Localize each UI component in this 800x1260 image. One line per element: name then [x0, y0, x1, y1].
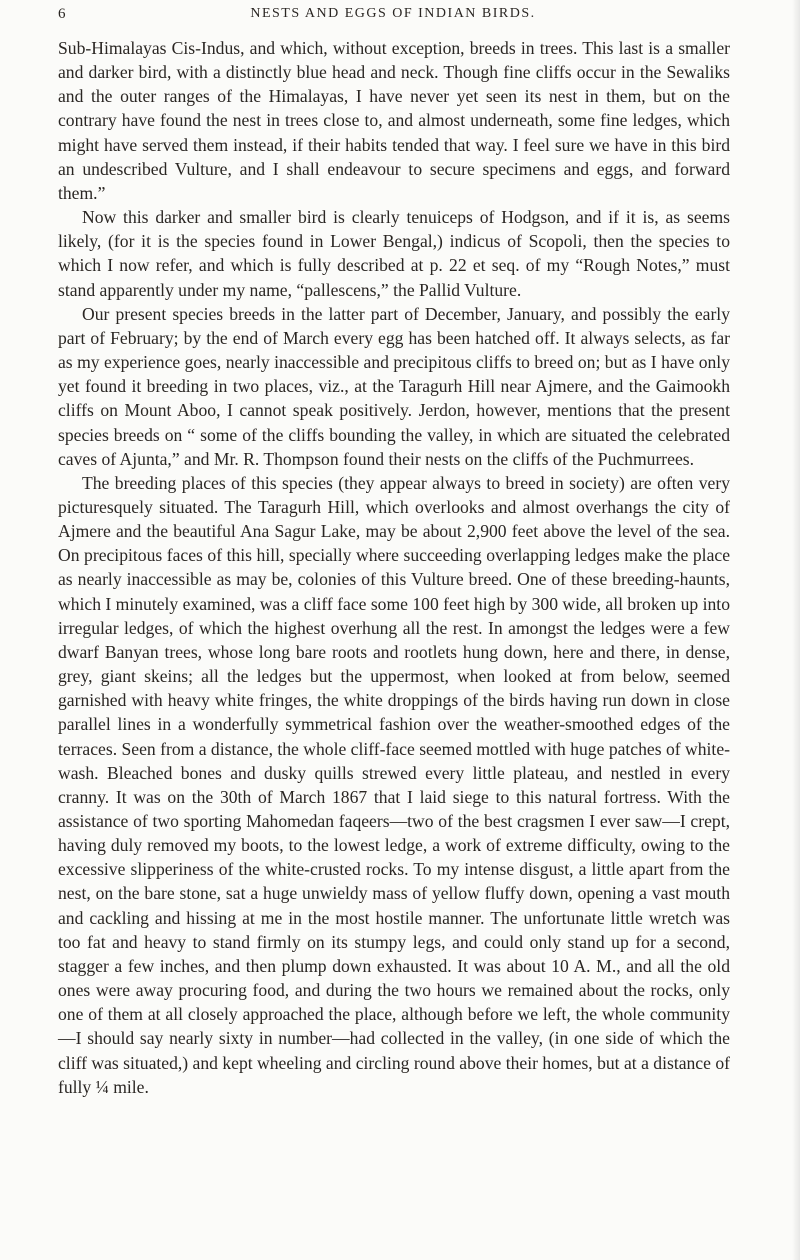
paragraph-4: The breeding places of this species (they appear always to breed in society) are often very picturesquely situated. The Taragurh Hill, which overlooks and almost overhangs the city of Ajmere and the beautiful Ana Sagur Lake, may be about 2,900 feet above the level of the sea. On precipitous faces of this hill, specially where succeeding overlapping ledges make the place as nearly inaccessible as may be, colonies of this Vulture breed. One of these breeding-haunts, which I minutely examined, was a cliff face some 100 feet high by 300 wide, all broken up into irregular ledges, of which the highest overhung all the rest. In amongst the ledges were a few dwarf Banyan trees, whose long bare roots and rootlets hung down, here and there, in dense, grey, giant skeins; all the ledges but the uppermost, when looked at from below, seemed garnished with heavy white fringes, the white droppings of the birds having run down in close parallel lines in a wonderfully symmetrical fashion over the weather-smoothed edges of the terraces. Seen from a distance, the whole cliff-face seemed mottled with huge patches of white-wash. Bleached bones and dusky quills strewed every little plateau, and nestled in every cranny. It was on the 30th of March 1867 that I laid siege to this natural fortress. With the assistance of two sporting Mahomedan faqeers—two of the best cragsmen I ever saw—I crept, having duly removed my boots, to the lowest ledge, a work of extreme difficulty, owing to the excessive slipperiness of the white-crusted rocks. To my intense disgust, a little apart from the nest, on the bare stone, sat a huge unwieldy mass of yellow fluffy down, opening a vast mouth and cackling and hissing at me in the most hostile manner. The unfortunate little wretch was too fat and heavy to stand firmly on its stumpy legs, and could only stand up for a second, stagger a few inches, and then plump down exhausted. It was about 10 A. M., and all the old ones were away procuring food, and during the two hours we remained about the rocks, only one of them at all closely approached the place, although before we left, the whole community—I should say nearly sixty in number—had collected in the valley, (in one side of which the cliff was situated,) and kept wheeling and circling round above their homes, but at a distance of fully ¼ mile. — [58, 472, 730, 1097]
paragraph-3: Our present species breeds in the latter part of December, January, and possibly the early part of February; by the end of March every egg has been hatched off. It always selects, as far as my experience goes, nearly inaccessible and precipitous cliffs to breed on; but as I have only yet found it breeding in two places, viz., at the Taragurh Hill near Ajmere, and the Gaimookh cliffs on Mount Aboo, I cannot speak positively. Jerdon, however, mentions that the present species breeds on “ some of the cliffs bounding the valley, in which are situated the celebrated caves of Ajunta,” and Mr. R. Thompson found their nests on the cliffs of the Puchmurrees. — [58, 303, 730, 469]
paragraph-2: Now this darker and smaller bird is clearly tenuiceps of Hodgson, and if it is, as seems likely, (for it is the species found in Lower Bengal,) indicus of Scopoli, then the species to which I now refer, and which is fully described at p. 22 et seq. of my “Rough Notes,” must stand apparently under my name, “pallescens,” the Pallid Vulture. — [58, 207, 730, 300]
running-head: NESTS AND EGGS OF INDIAN BIRDS. — [250, 6, 536, 21]
page-edge-shadow — [792, 0, 800, 1260]
paragraph-1: Sub-Himalayas Cis-Indus, and which, without exception, breeds in trees. This last is a smaller and darker bird, with a distinctly blue head and neck. Though fine cliffs occur in the Sewaliks and the outer ranges of the Himalayas, I have never yet seen its nest in them, but on the contrary have found the nest in trees close to, and almost underneath, some fine ledges, which might have served them instead, if their habits tended that way. I feel sure we have in this bird an undescribed Vulture, and I shall endeavour to secure specimens and eggs, and forward them.” — [58, 38, 730, 203]
body-text — [58, 36, 730, 1099]
page-number: 6 — [58, 6, 67, 22]
page-header — [58, 6, 728, 30]
